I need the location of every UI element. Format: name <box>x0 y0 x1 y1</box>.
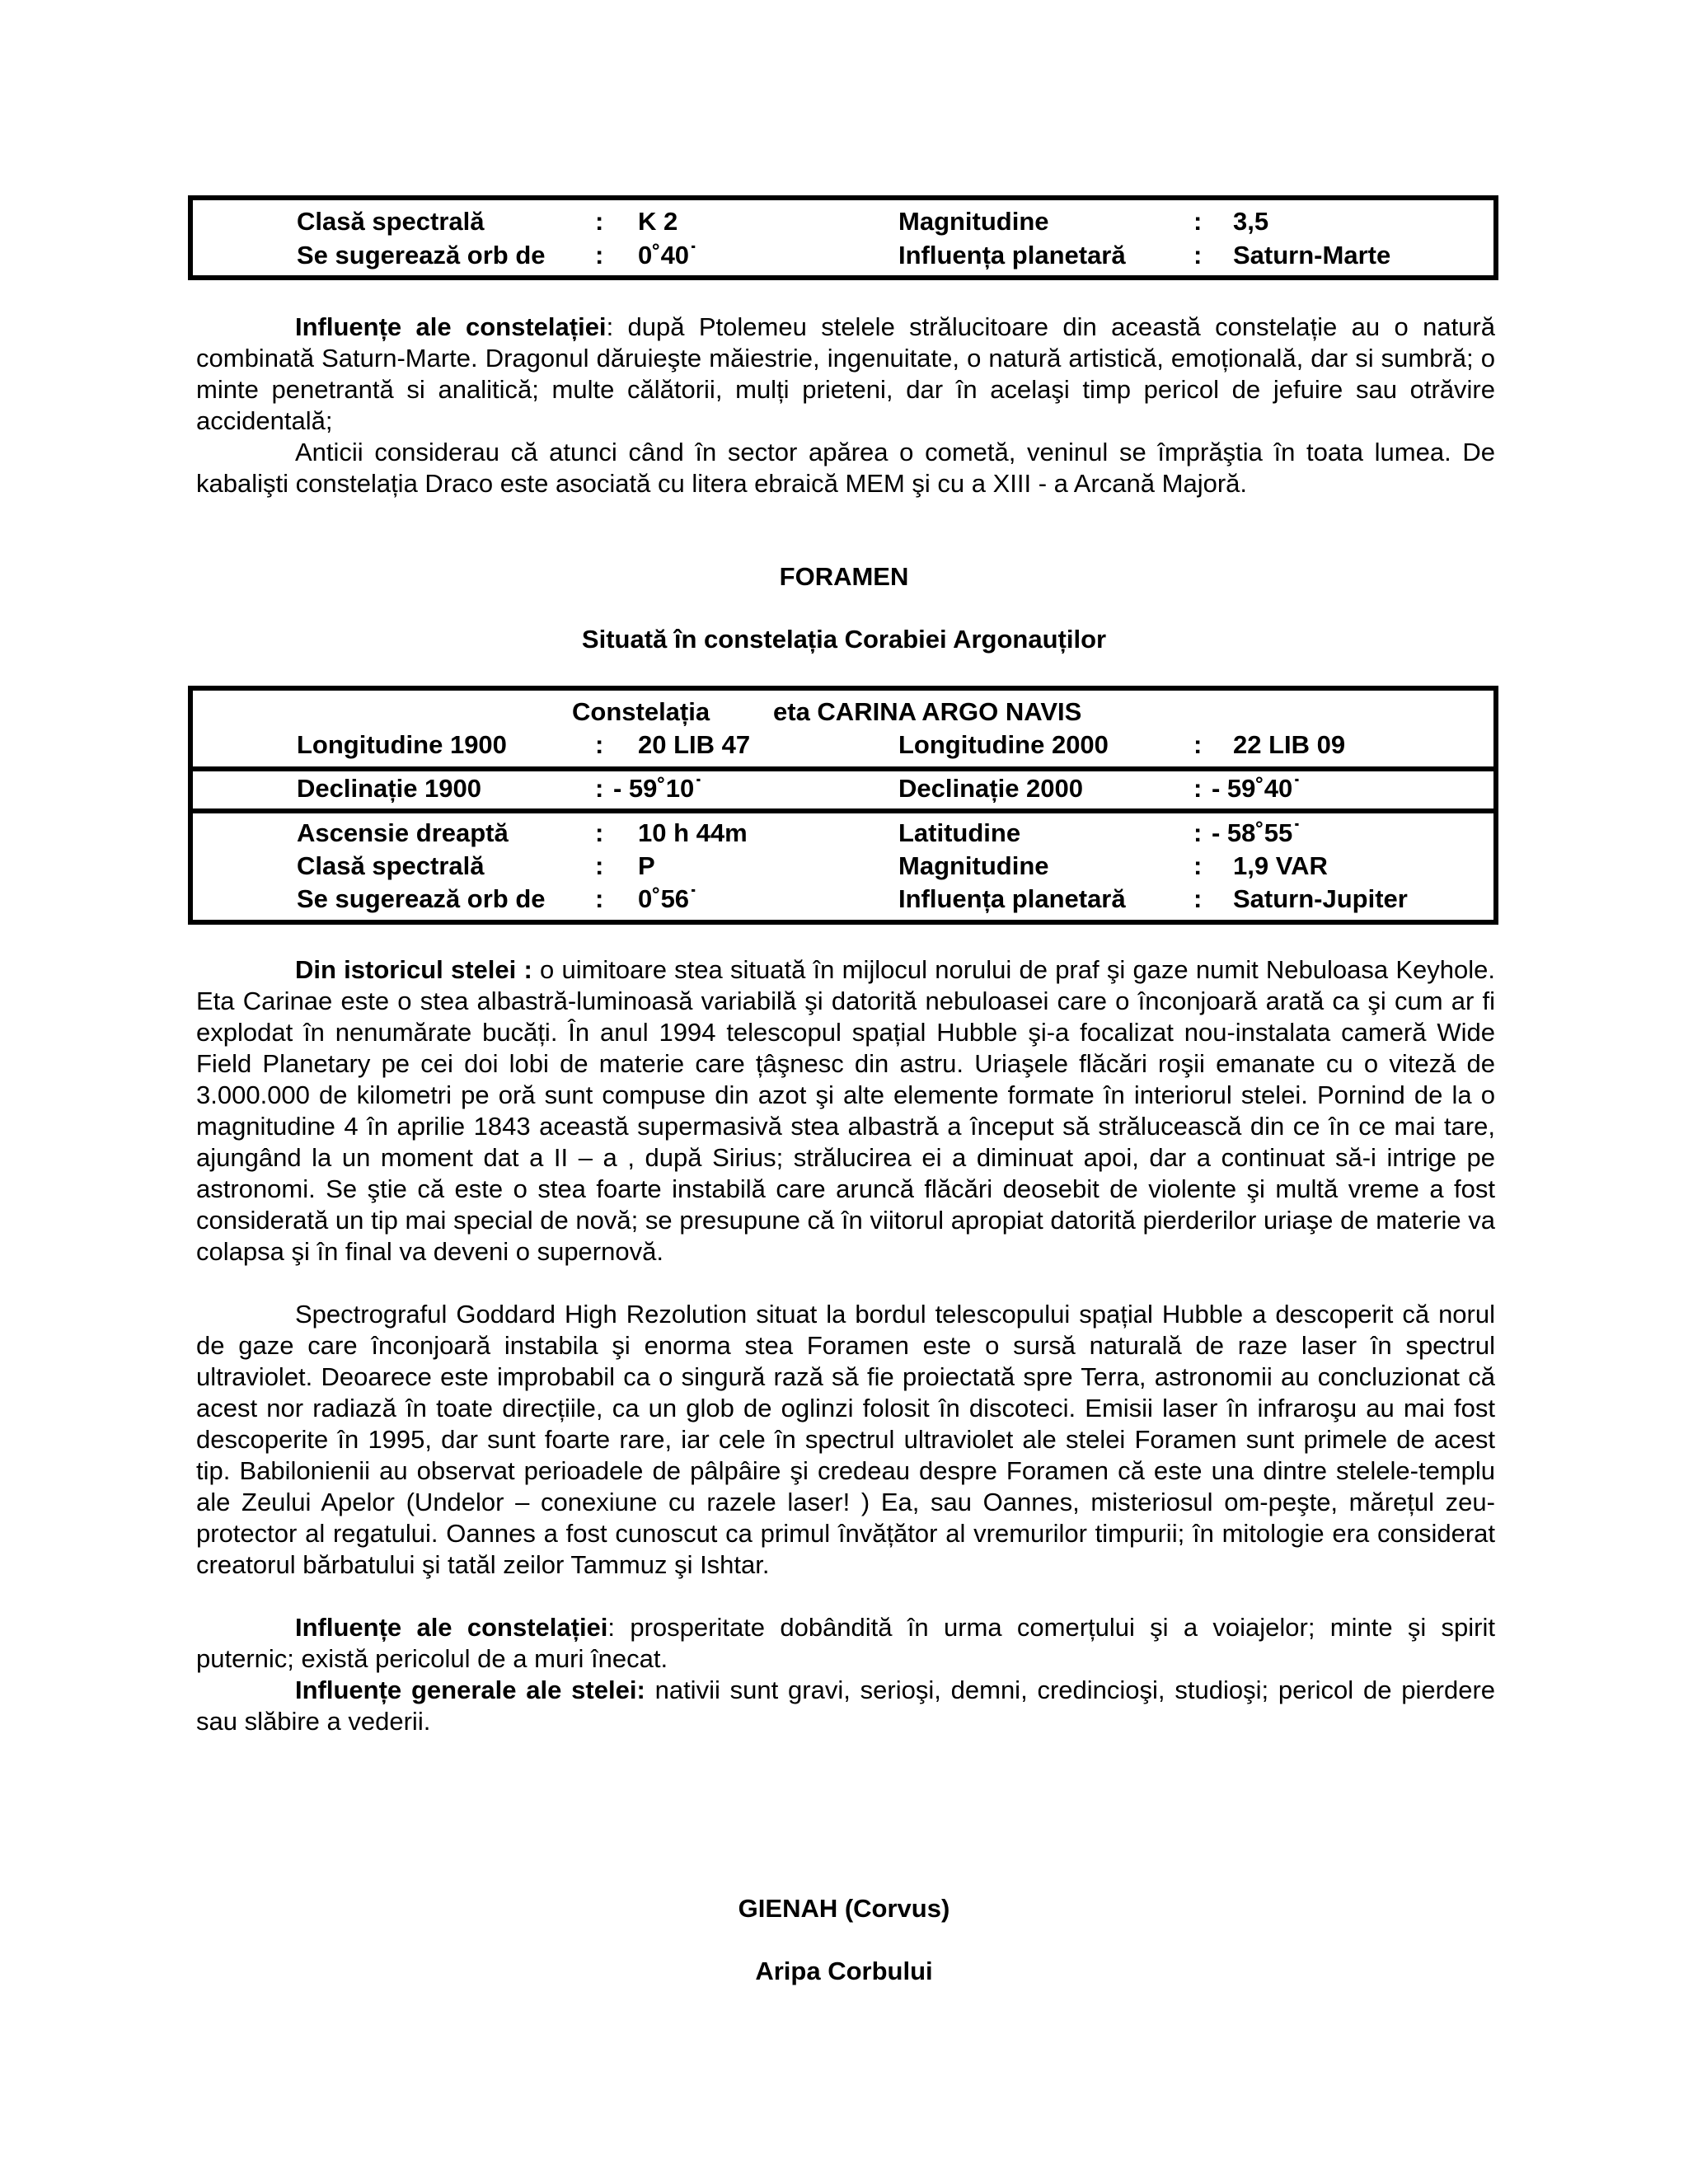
paragraph-constellation-influences-2 <box>196 1612 1495 1675</box>
paragraph-general-influences <box>196 1675 1495 1737</box>
declination-1900-value: - 59˚10˙ <box>613 774 703 803</box>
paragraph-text: Anticii considerau că atunci când în sector apărea o cometă, veninul se împrăştia în toata lumea. De kabalişti constelația Draco este asociată cu litera ebraică MEM şi cu a XIII - a Arcană Majoră. <box>196 438 1495 498</box>
paragraph-ancients <box>196 437 1495 499</box>
spectral-class-value: P <box>638 851 655 880</box>
separator: : <box>595 851 604 880</box>
table-row <box>193 730 1493 763</box>
orb-value: 0˚56˙ <box>638 884 698 913</box>
separator: : <box>1193 207 1203 236</box>
paragraph-label: Influențe ale constelației <box>295 1613 608 1642</box>
paragraph-label: Influențe ale constelației <box>295 312 607 341</box>
separator: : <box>1193 730 1203 759</box>
spectral-class-value: K 2 <box>638 207 678 236</box>
spectral-class-label: Clasă spectrală <box>297 851 485 880</box>
separator: : <box>595 818 604 847</box>
star-subtitle: Aripa Corbului <box>755 1957 933 1985</box>
paragraph-label: Din istoricul stelei : <box>295 955 532 984</box>
separator: : <box>1193 884 1203 913</box>
declination-2000-label: Declinație 2000 <box>898 774 1084 803</box>
star-title: FORAMEN <box>779 562 909 591</box>
paragraph-spectrograph <box>196 1299 1495 1581</box>
planetary-influence-label: Influența planetară <box>898 884 1126 913</box>
separator: : <box>595 884 604 913</box>
longitude-2000-value: 22 LIB 09 <box>1233 730 1346 759</box>
table-divider <box>193 808 1493 813</box>
longitude-2000-label: Longitudine 2000 <box>898 730 1109 759</box>
magnitude-value: 3,5 <box>1233 207 1269 236</box>
separator: : <box>595 207 604 236</box>
table-row <box>193 818 1493 851</box>
separator: : <box>595 774 604 803</box>
paragraph-text: : după Ptolemeu stelele strălucitoare din această constelație au o natură combinată Saturn-Marte. Dragonul dăruieşte măiestrie, ingenuitate, o natură artistică, emoțională, dar si sumbră; o minte penetrantă si analitică; multe călătorii, mulți prieteni, dar în acelaşi timp pericol de jefuire sau otrăvire accidentală; <box>196 312 1495 435</box>
table-divider <box>193 766 1493 771</box>
separator: : <box>1193 851 1203 880</box>
longitude-1900-value: 20 LIB 47 <box>638 730 751 759</box>
star-data-table-foramen <box>188 686 1498 925</box>
separator: : <box>1193 774 1203 803</box>
magnitude-label: Magnitudine <box>898 851 1049 880</box>
constellation-value: eta CARINA ARGO NAVIS <box>773 697 1082 726</box>
star-title: GIENAH (Corvus) <box>738 1894 950 1923</box>
table-row <box>193 851 1493 884</box>
declination-2000-value: - 59˚40˙ <box>1212 774 1301 803</box>
paragraph-text: : prosperitate dobândită în urma comerțului şi a voiajelor; minte şi spirit puternic; există pericolul de a muri înecat. <box>196 1613 1495 1673</box>
star-subtitle: Situată în constelația Corabiei Argonauților <box>581 625 1107 654</box>
paragraph-label: Influențe generale ale stelei: <box>295 1675 645 1704</box>
latitude-label: Latitudine <box>898 818 1021 847</box>
paragraph-text: o uimitoare stea situată în mijlocul norului de praf şi gaze numit Nebuloasa Keyhole. Eta Carinae este o stea albastră-luminoasă variabilă şi datorită nebuloasei care o înconjoară arată ca şi cum ar fi explodat în nenumărate bucăți. În anul 1994 telescopul spațial Hubble şi-a focalizat nou-instalata cameră Wide Field Planetary pe cei doi lobi de materie care țâşnesc din astru. Uriaşele flăcări roşii emanate cu o viteză de 3.000.000 de kilometri pe oră sunt compuse din azot şi alte elemente formate în interiorul stelei. Pornind de la o magnitudine 4 în aprilie 1843 această supermasivă stea albastră a început să strălucească din ce în ce mai tare, ajungând la un moment dat a II – a , după Sirius; strălucirea ei a diminuat apoi, dar a continuat să-i intrige pe astronomi. Se ştie că este o stea foarte instabilă care aruncă flăcări deosebit de violente şi multă vreme a fost considerată un tip mai special de novă; se presupune că în viitorul apropiat datorită pierderilor uriaşe de materie va colapsa şi în final va deveni o supernovă. <box>196 955 1495 1266</box>
planetary-influence-value: Saturn-Jupiter <box>1233 884 1408 913</box>
constellation-label: Constelația <box>572 697 710 726</box>
table-row <box>193 884 1493 917</box>
separator: : <box>595 241 604 269</box>
longitude-1900-label: Longitudine 1900 <box>297 730 507 759</box>
planetary-influence-label: Influența planetară <box>898 241 1126 269</box>
paragraph-text: Spectrograful Goddard High Rezolution situat la bordul telescopului spațial Hubble a descoperit că norul de gaze care înconjoară instabila şi enorma stea Foramen este o sursă naturală de raze laser în spectrul ultraviolet. Deoarece este improbabil ca o singură rază să fie proiectată spre Terra, astronomii au concluzionat că acest nor radiază în toate direcțiile, ca un glob de oglinzi folosit în discoteci. Emisii laser în infraroşu au mai fost descoperite în 1995, dar sunt foarte rare, iar cele în spectrul ultraviolet ale stelei Foramen sunt primele de acest tip. Babilonienii au observat perioadele de pâlpâire şi credeau despre Foramen că este una dintre stelele-templu ale Zeului Apelor (Undelor – conexiune cu razele laser! ) Ea, sau Oannes, misteriosul om-peşte, mărețul zeu-protector al regatului. Oannes a fost cunoscut ca primul învățător al vremurilor timpurii; în mitologie era considerat creatorul bărbatului şi tatăl zeilor Tammuz şi Ishtar. <box>196 1300 1495 1579</box>
paragraph-text: nativii sunt gravi, serioşi, demni, credincioşi, studioşi; pericol de pierdere sau slăbire a vederii. <box>196 1675 1496 1736</box>
table-row <box>193 241 1493 274</box>
orb-label: Se sugerează orb de <box>297 884 546 913</box>
paragraph-constellation-influences <box>196 312 1495 437</box>
separator: : <box>1193 818 1203 847</box>
separator: : <box>1193 241 1203 269</box>
table-row <box>193 207 1493 240</box>
declination-1900-label: Declinație 1900 <box>297 774 482 803</box>
magnitude-value: 1,9 VAR <box>1233 851 1328 880</box>
star-data-table-top <box>188 195 1498 280</box>
planetary-influence-value: Saturn-Marte <box>1233 241 1391 269</box>
right-ascension-value: 10 h 44m <box>638 818 748 847</box>
orb-value: 0˚40˙ <box>638 241 698 269</box>
magnitude-label: Magnitudine <box>898 207 1049 236</box>
spectral-class-label: Clasă spectrală <box>297 207 485 236</box>
table-row <box>193 774 1493 807</box>
separator: : <box>595 730 604 759</box>
right-ascension-label: Ascensie dreaptă <box>297 818 509 847</box>
latitude-value: - 58˚55˙ <box>1212 818 1301 847</box>
paragraph-star-history <box>196 954 1495 1268</box>
orb-label: Se sugerează orb de <box>297 241 546 269</box>
